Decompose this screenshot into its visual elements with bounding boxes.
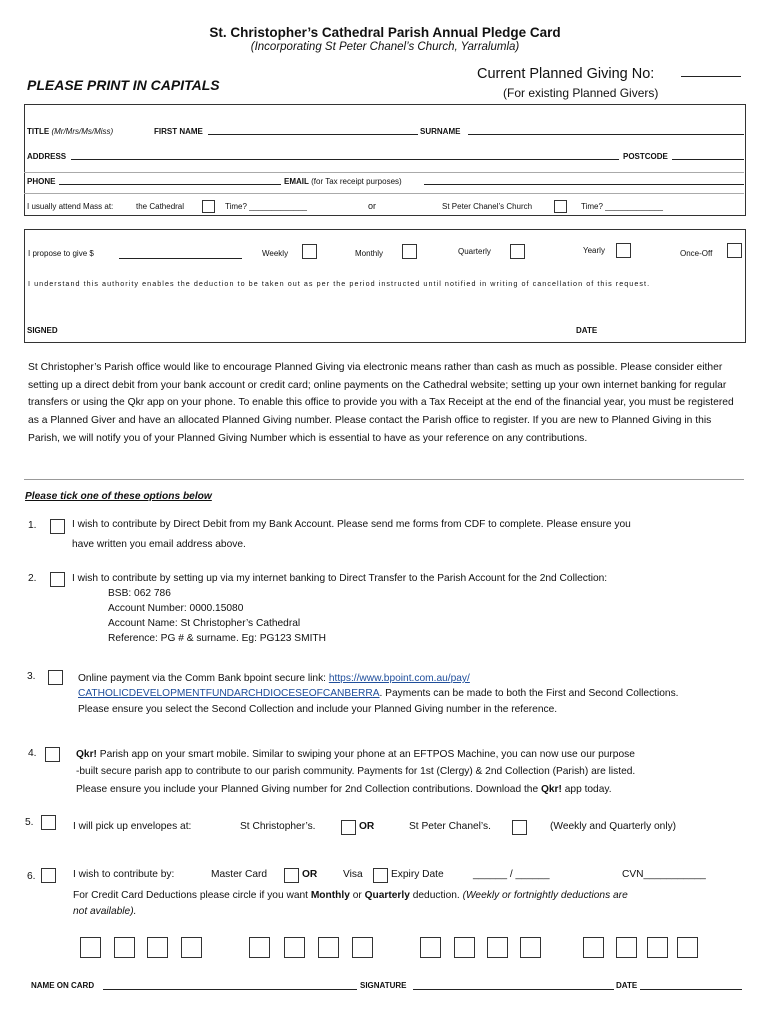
option-3-checkbox[interactable] (48, 670, 63, 685)
option-1-checkbox[interactable] (50, 519, 65, 534)
bsb-line: BSB: 062 786 (108, 588, 171, 599)
email-label: EMAIL (for Tax receipt purposes) (284, 177, 402, 186)
details-divider (24, 193, 744, 194)
once-off-checkbox[interactable] (727, 243, 742, 258)
quarterly-label: Quarterly (458, 247, 491, 256)
option-5-number: 5. (25, 817, 34, 828)
option-1-line-1: I wish to contribute by Direct Debit from my Bank Account. Please send me forms from CDF to complete. Please ensure you (72, 519, 631, 530)
option-6-or: OR (302, 869, 318, 880)
option-5-checkbox[interactable] (41, 815, 56, 830)
yearly-checkbox[interactable] (616, 243, 631, 258)
option-1-number: 1. (28, 520, 37, 531)
option-4-number: 4. (28, 748, 37, 759)
first-name-label: FIRST NAME (154, 127, 203, 136)
signature-label: SIGNATURE (360, 981, 407, 990)
surname-field[interactable] (468, 134, 744, 135)
mass-label: I usually attend Mass at: (27, 202, 114, 211)
option-6-checkbox[interactable] (41, 868, 56, 883)
mastercard-label: Master Card (211, 869, 268, 880)
card-digit-box[interactable] (647, 937, 668, 958)
option-2-checkbox[interactable] (50, 572, 65, 587)
credit-card-note-line-2: not available). (73, 906, 137, 917)
bpoint-link-continued[interactable]: CATHOLICDEVELOPMENTFUNDARCHDIOCESEOFCANBERRA (78, 688, 380, 699)
cvn-field[interactable]: CVN___________ (622, 869, 706, 880)
intro-paragraph: St Christopher’s Parish office would like to encourage Planned Giving via electronic means rather than cash as much as possible. Please consider either setting up a direct debit from your bank account or credit card; online payments on the Cathedral website; setting up your own internet banking for regular transfers or using the Qkr app on your phone. To enable this office to provide you with a Tax Receipt at the end of the financial year, you must be registered as a Planned Giver and have an allocated Planned Giving number. Please contact the Parish office to register. If you are new to Planned Giving in this Parish, we will notify you of your Planned Giving Number which is essential to have as your reference on any contributions. (28, 362, 734, 444)
account-name-line: Account Name: St Christopher’s Cathedral (108, 618, 301, 629)
print-note: PLEASE PRINT IN CAPITALS (27, 77, 220, 93)
option-2-number: 2. (28, 573, 37, 584)
option-6-label: I wish to contribute by: (73, 869, 175, 880)
credit-card-note-line-1: For Credit Card Deductions please circle if you want Monthly or Quarterly deduction. (Weekly or fortnightly deductions are (73, 890, 628, 901)
once-off-label: Once-Off (680, 249, 713, 258)
church-time-label: Time? _____________ (581, 202, 663, 211)
card-digit-box[interactable] (454, 937, 475, 958)
expiry-date-label: Expiry Date (391, 869, 444, 880)
option-3-line-1: Online payment via the Comm Bank bpoint secure link: https://www.bpoint.com.au/pay/ (78, 673, 470, 684)
address-field[interactable] (71, 159, 619, 160)
weekly-label: Weekly (262, 249, 289, 258)
postcode-field[interactable] (672, 159, 744, 160)
card-digit-box[interactable] (147, 937, 168, 958)
propose-label: I propose to give $ (28, 249, 94, 258)
church-label: St Peter Chanel’s Church (442, 202, 533, 211)
footer-date-label: DATE (616, 981, 638, 990)
visa-checkbox[interactable] (373, 868, 388, 883)
signed-label: SIGNED (27, 326, 58, 335)
card-digit-box[interactable] (520, 937, 541, 958)
option-1-line-2: have written you email address above. (72, 539, 246, 550)
or-label: or (368, 201, 377, 211)
card-digit-box[interactable] (284, 937, 305, 958)
amount-field[interactable] (119, 258, 242, 259)
option-4-line-2: -built secure parish app to contribute to our parish community. Payments for 1st (Clergy) & 2nd Collection (Parish) are listed. (76, 766, 636, 777)
expiry-date-field[interactable]: ______ / ______ (473, 869, 550, 880)
account-number-line: Account Number: 0000.15080 (108, 603, 244, 614)
card-digit-box[interactable] (181, 937, 202, 958)
option-5-church-checkbox[interactable] (512, 820, 527, 835)
phone-field[interactable] (59, 184, 281, 185)
option-3-number: 3. (27, 671, 36, 682)
option-5-label: I will pick up envelopes at: (73, 821, 192, 832)
option-5-or: OR (359, 821, 375, 832)
option-4-line-3: Please ensure you include your Planned Giving number for 2nd Collection contributions. Download the Qkr! app today. (76, 784, 612, 795)
footer-date-field[interactable] (640, 989, 742, 990)
address-label: ADDRESS (27, 152, 67, 161)
option-6-number: 6. (27, 871, 36, 882)
option-4-checkbox[interactable] (45, 747, 60, 762)
name-on-card-field[interactable] (103, 989, 357, 990)
option-5-cathedral-label: St Christopher’s. (240, 821, 316, 832)
cathedral-time-label: Time? _____________ (225, 202, 307, 211)
cathedral-checkbox[interactable] (202, 200, 215, 213)
title-label: TITLE (Mr/Mrs/Ms/Miss) (27, 127, 114, 136)
monthly-label: Monthly (355, 249, 384, 258)
signature-field[interactable] (413, 989, 614, 990)
surname-label: SURNAME (420, 127, 461, 136)
card-digit-box[interactable] (80, 937, 101, 958)
options-heading: Please tick one of these options below (25, 491, 212, 502)
card-digit-box[interactable] (318, 937, 339, 958)
card-digit-box[interactable] (616, 937, 637, 958)
option-4-line-1: Qkr! Parish app on your smart mobile. Similar to swiping your phone at an EFTPOS Machine, you can now use our purpose (76, 749, 635, 760)
section-divider (24, 479, 744, 480)
card-digit-box[interactable] (249, 937, 270, 958)
option-5-cathedral-checkbox[interactable] (341, 820, 356, 835)
yearly-label: Yearly (583, 246, 605, 255)
first-name-field[interactable] (208, 134, 418, 135)
details-divider (24, 172, 744, 173)
planned-giving-label: Current Planned Giving No: (477, 66, 655, 82)
reference-line: Reference: PG # & surname. Eg: PG123 SMITH (108, 633, 326, 644)
card-digit-box[interactable] (487, 937, 508, 958)
planned-giving-note: (For existing Planned Givers) (503, 86, 659, 100)
card-digit-box[interactable] (677, 937, 698, 958)
card-digit-box[interactable] (352, 937, 373, 958)
church-checkbox[interactable] (554, 200, 567, 213)
postcode-label: POSTCODE (623, 152, 668, 161)
card-digit-box[interactable] (420, 937, 441, 958)
bpoint-link[interactable]: https://www.bpoint.com.au/pay/ (328, 673, 470, 684)
form-subtitle: (Incorporating St Peter Chanel’s Church, Yarralumla) (250, 41, 520, 53)
option-5-note: (Weekly and Quarterly only) (550, 821, 677, 832)
visa-label: Visa (343, 869, 363, 880)
cathedral-label: the Cathedral (136, 202, 185, 211)
option-3-line-3: Please ensure you select the Second Collection and include your Planned Giving number in the reference. (78, 704, 558, 715)
mastercard-checkbox[interactable] (284, 868, 299, 883)
option-3-line-2: CATHOLICDEVELOPMENTFUNDARCHDIOCESEOFCANBERRA. Payments can be made to both the First and Second Collections. (78, 688, 679, 699)
card-digit-box[interactable] (114, 937, 135, 958)
date-label: DATE (576, 326, 598, 335)
option-5-church-label: St Peter Chanel’s. (409, 821, 491, 832)
monthly-checkbox[interactable] (402, 244, 417, 259)
quarterly-checkbox[interactable] (510, 244, 525, 259)
option-2-line-1: I wish to contribute by setting up via my internet banking to Direct Transfer to the Parish Account for the 2nd Collection: (72, 573, 608, 584)
authority-text: I understand this authority enables the deduction to be taken out as per the period instructed until notified in writing of cancellation of this request. (28, 279, 651, 288)
phone-label: PHONE (27, 177, 56, 186)
planned-giving-number-field[interactable] (681, 76, 741, 77)
card-digit-box[interactable] (583, 937, 604, 958)
weekly-checkbox[interactable] (302, 244, 317, 259)
form-title: St. Christopher’s Cathedral Parish Annual Pledge Card (209, 25, 561, 40)
email-field[interactable] (424, 184, 744, 185)
name-on-card-label: NAME ON CARD (31, 981, 95, 990)
